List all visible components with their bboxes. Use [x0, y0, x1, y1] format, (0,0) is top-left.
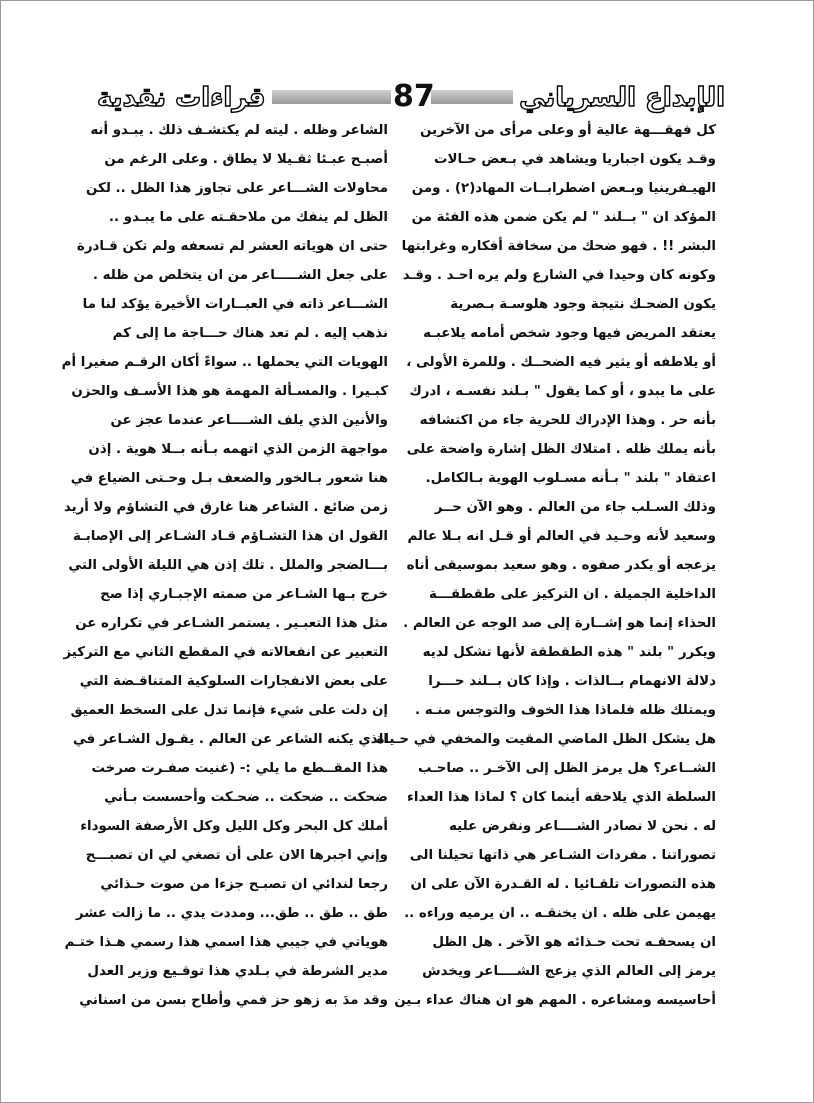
text-line: الحذاء إنما هو إشــارة إلى صد الوجه عن العالم .	[403, 616, 716, 631]
text-line: على بعض الانفجارات السلوكية المتناقـضة التي	[79, 674, 388, 689]
text-line: يعتقد المريض فيها وجود شخص أمامه يلاعبـه	[423, 326, 716, 341]
text-line: ان يسحقـه تحت حـذائه هو الآخر . هل الظل	[432, 935, 716, 950]
text-line: الداخلية الجميلة . ان التركيز على طقطقـــة	[429, 587, 716, 602]
text-line: إن دلت على شيء فإنما تدل على السخط العميق	[70, 703, 388, 718]
text-line: أحاسيسه ومشاعره . المهم هو ان هناك عداء بـين	[394, 993, 716, 1008]
page-number: 87	[393, 79, 435, 114]
text-line: الشــاعر؟ هل يرمز الظل إلى الآخـر .. صاحـب	[418, 761, 716, 776]
text-line: يرمز إلى العالم الذي يزعج الشــــاعر ويخدش	[422, 964, 716, 979]
text-line: دلالة الانهمام بــالذات . وإذا كان بــلند حـــرا	[428, 674, 716, 689]
text-line: المؤكد ان " بــلند " لم يكن ضمن هذه الفئة من	[411, 210, 716, 225]
text-line: وذلك السـلب جاء من العالم . وهو الآن حــر	[434, 500, 716, 515]
text-line: يكون الضحـك نتيجة وجود هلوسـة بـصرية	[450, 297, 716, 312]
text-line: الظل لم ينفك من ملاحقـته على ما يبـدو ..	[108, 210, 388, 225]
text-line: له . نحن لا نصادر الشــــاعر ونفرض عليه	[449, 819, 716, 834]
text-line: هذا المقــطع ما يلي :- (غنيت صفـرت صرخت	[91, 761, 388, 776]
text-line: هوياتي في جيبي هذا اسمي هذا رسمي هـذا ختـم	[64, 935, 388, 950]
text-line: على جعل الشـــــاعر من ان يتخلص من ظله .	[92, 268, 388, 283]
text-line: بأنه حر . وهذا الإدراك للحرية جاء من اكتشافه	[419, 413, 716, 428]
text-line: أملك كل البحر وكل الليل وكل الأرصفة السوداء	[80, 819, 388, 834]
text-line: خرج بـها الشـاعر من صمته الإجبـاري إذا صح	[100, 587, 388, 602]
text-line: يهيمن على ظله . ان يخنقـه .. ان يرميه وراءه ..	[404, 906, 716, 921]
text-line: ضحكت .. ضحكت .. ضحـكت وأحسست بـأني	[104, 790, 388, 805]
text-line: محاولات الشـــاعر على تجاوز هذا الظل .. لكن	[86, 181, 388, 196]
text-line: رجعا لندائي ان تصبـح جزءا من صوت حـذائي	[100, 877, 388, 892]
left-text-column	[61, 116, 388, 1046]
text-line: الهيـفرينيا وبـعض اضطرابــات المهاد(٢) . ومن	[411, 181, 716, 196]
section-title: قراءات نقدية	[91, 81, 272, 115]
text-line: هل يشكل الظل الماضي المقيت والمخفي في حـياة	[376, 732, 716, 747]
text-line: الشاعر وظله . ليته لم يكتشـف ذلك . يبـدو أنه	[90, 123, 388, 138]
text-line: كل فهقـــهة عالية أو وعلى مرأى من الآخرين	[420, 123, 716, 138]
text-line: تصوراتنا . مفردات الشـاعر هي ذاتها تحيلنا الى	[409, 848, 716, 863]
text-line: طق .. طق .. طق... ومددت يدي .. ما زالت عشر	[75, 906, 388, 921]
text-line: السلطة الذي يلاحقه أينما كان ؟ لماذا هذا العداء	[407, 790, 716, 805]
text-line: التعبير عن انفعالاته في المقطع الثاني مع التركيز	[63, 645, 388, 660]
text-line: القول ان هذا التشـاؤم قـاد الشـاعر إلى الإصابـة	[73, 529, 388, 544]
text-line: مواجهة الزمن الذي اتهمه بـأنه بــلا هوية . إذن	[88, 442, 388, 457]
text-line: زمن ضائع . الشاعر هنا غارق في التشاؤم ولا أريد	[63, 500, 388, 515]
text-line: هذه التصورات تلقـائيا . له القـدرة الآن على ان	[410, 877, 716, 892]
text-line: وسعيد لأنه وحـيد في العالم أو قـل انه بـلا عالم	[407, 529, 716, 544]
text-line: وإني اجبرها الان على أن تصغي لي ان تصبـــح	[85, 848, 388, 863]
text-line: أصبـح عبـئا ثقـيلا لا يطاق . وعلى الرغم من	[104, 152, 388, 167]
text-line: نذهب إليه . لم تعد هناك حـــاجة ما إلى كم	[112, 326, 388, 341]
text-line: اعتقاد " بلند " بـأنه مسـلوب الهوية بـالكامل.	[425, 471, 716, 486]
text-line: مثل هذا التعبـير . يستمر الشـاعر في تكراره عن	[75, 616, 388, 631]
text-line: وقـد يكون اجباريا ويشاهد في بـعض حـالات	[434, 152, 716, 167]
text-line: الشـــاعر ذاته في العبــارات الأخيرة يؤكد لنا ما	[82, 297, 388, 312]
text-line: والأنين الذي يلف الشــــاعر عندما عجز عن	[110, 413, 388, 428]
text-line: ويمتلك ظله فلماذا هذا الخوف والتوجس منـه .	[414, 703, 716, 718]
text-line: بأنه يملك ظله . امتلاك الظل إشارة واضحة على	[406, 442, 716, 457]
text-line: بـــالضجر والملل . تلك إذن هي الليلة الأولى التي	[68, 558, 388, 573]
magazine-title: الإبداع السرياني	[513, 81, 731, 115]
text-line: ويكرر " بلند " هذه الطقطقة لأنها تشكل لديه	[422, 645, 716, 660]
text-line: الذي يكنه الشاعر عن العالم . يقـول الشـاعر في	[73, 732, 388, 747]
text-line: البشر !! . فهو ضحك من سخافة أفكاره وغرابتها	[401, 239, 716, 254]
text-line: على ما يبدو ، أو كما يقول " بـلند نفسـه ، ادرك	[409, 384, 716, 399]
text-line: وقد مدَ به زهو حز فمي وأطاح بسن من اسناني	[79, 993, 388, 1008]
text-line: حتى ان هوياته العشر لم تسعفه ولم تكن قـادرة	[76, 239, 388, 254]
text-line: يزعجه أو يكدر صفوه . وهو سعيد بموسيقى أناه	[406, 558, 716, 573]
right-text-column	[376, 116, 716, 1046]
text-line: الهويات التي يحملها .. سواءً أكان الرقـم صغيرا أم	[61, 355, 388, 370]
text-line: هنا شعور بـالخور والضعف بـل وحـتى الضياع في	[70, 471, 388, 486]
text-line: أو يلاطفه أو يثير فيه الضحــك . وللمرة الأولى ،	[406, 355, 716, 370]
text-line: وكونه كان وحيدا في الشارع ولم يره احـد . وقـد	[402, 268, 716, 283]
text-line: كبـيرا . والمسـألة المهمة هو هذا الأسـف والحزن	[71, 384, 388, 399]
text-line: مدير الشرطة في بـلدي هذا توقـيع وزير العدل	[87, 964, 388, 979]
